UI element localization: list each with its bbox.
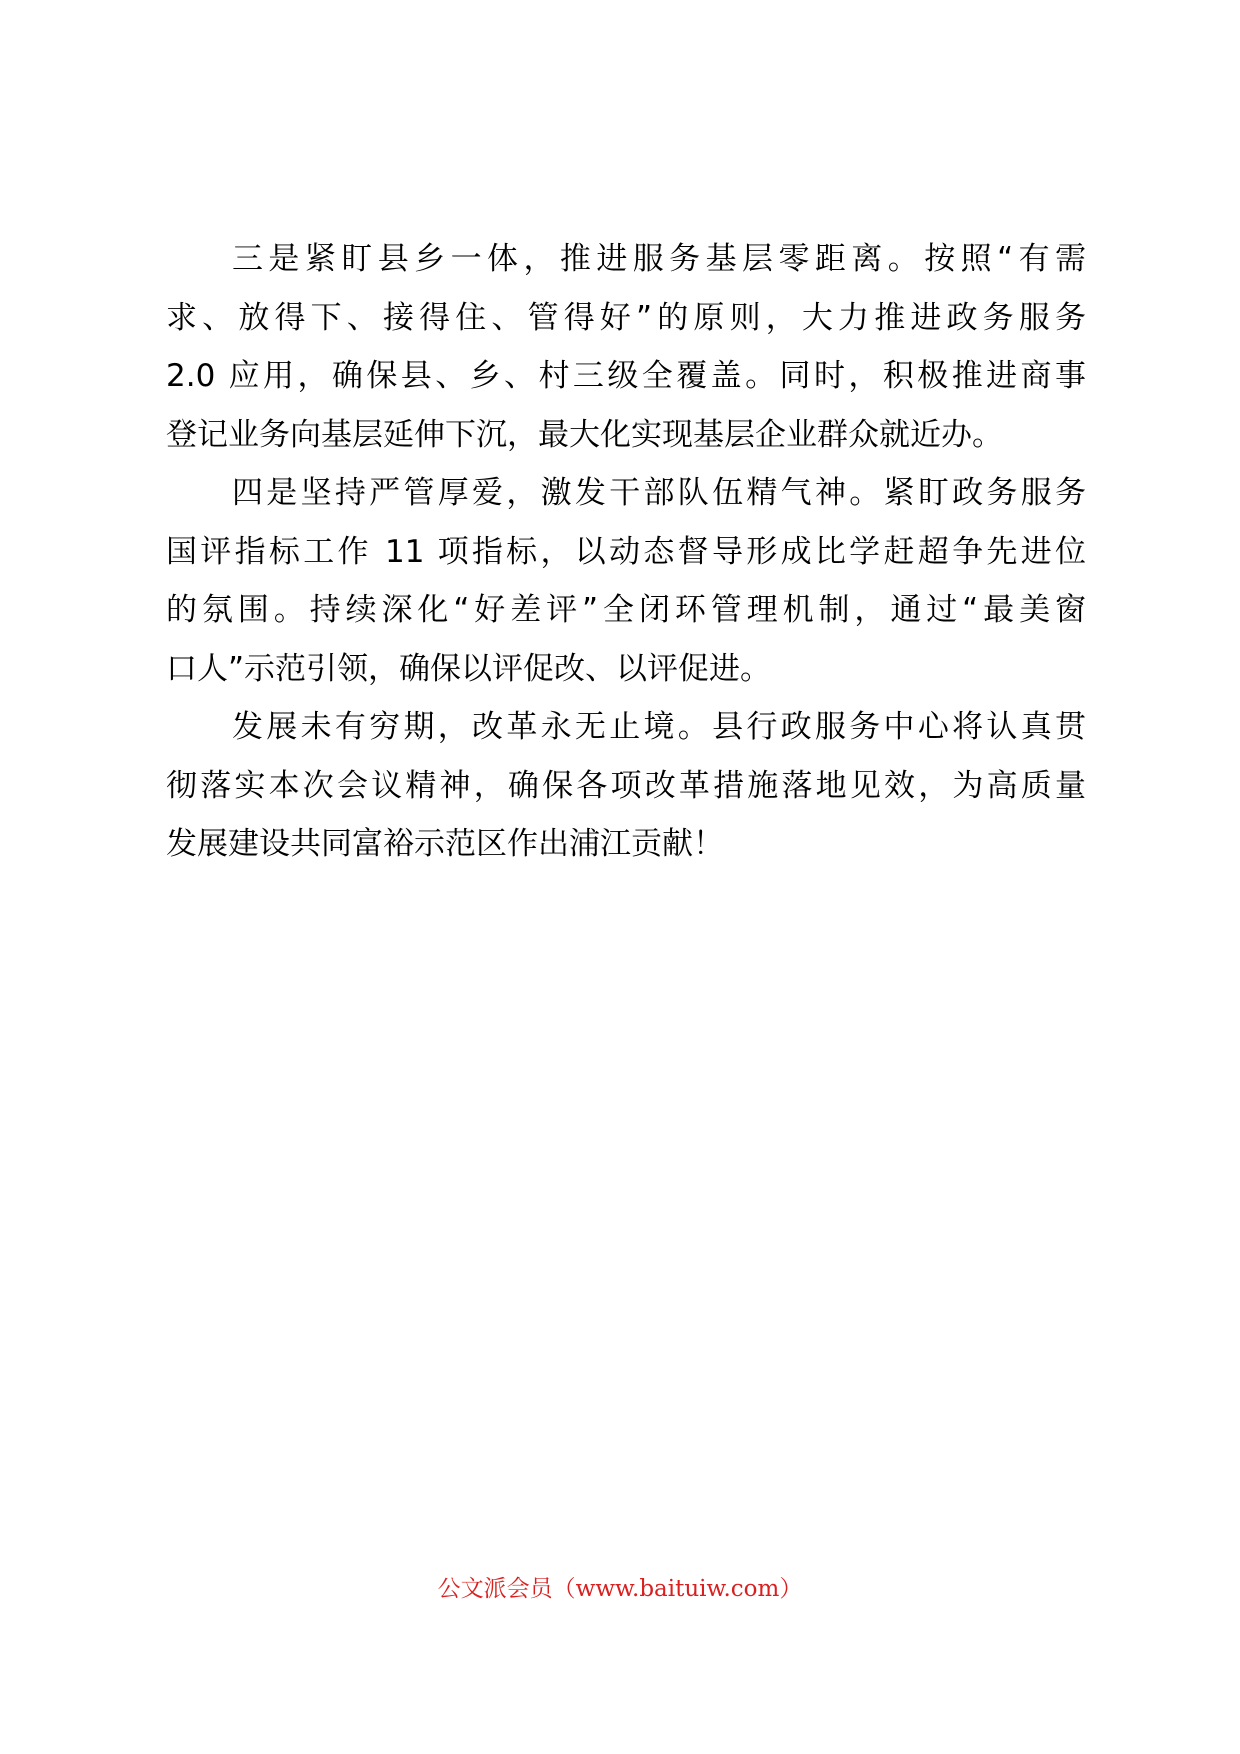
text-line: 口人”示范引领，确保以评促改、以评促进。	[166, 650, 772, 687]
text-line: 求、放得下、接得住、管得好”的原则，大力推进政务服务	[166, 299, 1086, 336]
footer-watermark: 公文派会员（www.baituiw.com）	[437, 1576, 803, 1602]
text-line: 登记业务向基层延伸下沉，最大化实现基层企业群众就近办。	[166, 416, 1003, 453]
text-line: 四是坚持严管厚爱，激发干部队伍精气神。紧盯政务服务	[232, 475, 1086, 511]
text-line: 发展未有穷期，改革永无止境。县行政服务中心将认真贯	[232, 709, 1086, 745]
document-body	[166, 230, 1086, 874]
paragraph-2	[166, 464, 1086, 698]
text-line: 国评指标工作 11 项指标，以动态督导形成比学赶超争先进位	[166, 533, 1086, 570]
text-line: 彻落实本次会议精神，确保各项改革措施落地见效，为高质量	[166, 767, 1086, 804]
paragraph-3	[166, 698, 1086, 874]
text-line: 发展建设共同富裕示范区作出浦江贡献！	[166, 826, 724, 862]
paragraph-1	[166, 230, 1086, 464]
text-line: 三是紧盯县乡一体，推进服务基层零距离。按照“有需	[232, 241, 1086, 277]
text-line: 的氛围。持续深化“好差评”全闭环管理机制，通过“最美窗	[166, 592, 1086, 628]
text-line: 2.0 应用，确保县、乡、村三级全覆盖。同时，积极推进商事	[166, 358, 1086, 394]
